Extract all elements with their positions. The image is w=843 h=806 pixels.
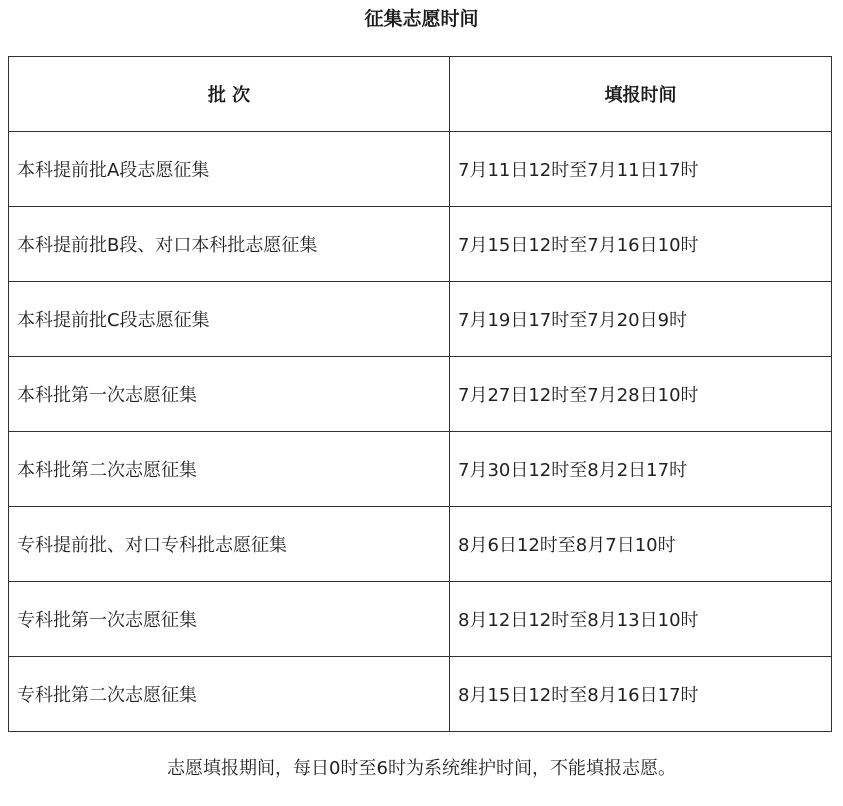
time-cell: 7月11日12时至7月11日17时: [450, 132, 832, 207]
table-row: [9, 507, 832, 582]
time-cell: 7月19日17时至7月20日9时: [450, 282, 832, 357]
table-row: [9, 357, 832, 432]
table-row: [9, 132, 832, 207]
time-cell: 8月12日12时至8月13日10时: [450, 582, 832, 657]
column-header-batch: 批 次: [9, 57, 450, 132]
column-header-time: 填报时间: [450, 57, 832, 132]
table-header-row: [9, 57, 832, 132]
batch-cell: 专科批第二次志愿征集: [9, 657, 450, 732]
batch-cell: 专科批第一次志愿征集: [9, 582, 450, 657]
table-row: [9, 657, 832, 732]
table-row: [9, 582, 832, 657]
batch-cell: 本科提前批A段志愿征集: [9, 132, 450, 207]
table-row: [9, 207, 832, 282]
batch-cell: 专科提前批、对口专科批志愿征集: [9, 507, 450, 582]
time-cell: 7月27日12时至7月28日10时: [450, 357, 832, 432]
schedule-table: [8, 56, 832, 732]
time-cell: 8月15日12时至8月16日17时: [450, 657, 832, 732]
maintenance-note: 志愿填报期间，每日0时至6时为系统维护时间，不能填报志愿。: [167, 758, 676, 779]
batch-cell: 本科批第一次志愿征集: [9, 357, 450, 432]
time-cell: 7月15日12时至7月16日10时: [450, 207, 832, 282]
table-row: [9, 432, 832, 507]
batch-cell: 本科提前批B段、对口本科批志愿征集: [9, 207, 450, 282]
time-cell: 7月30日12时至8月2日17时: [450, 432, 832, 507]
batch-cell: 本科批第二次志愿征集: [9, 432, 450, 507]
time-cell: 8月6日12时至8月7日10时: [450, 507, 832, 582]
page-title: 征集志愿时间: [364, 8, 479, 30]
batch-cell: 本科提前批C段志愿征集: [9, 282, 450, 357]
table-row: [9, 282, 832, 357]
